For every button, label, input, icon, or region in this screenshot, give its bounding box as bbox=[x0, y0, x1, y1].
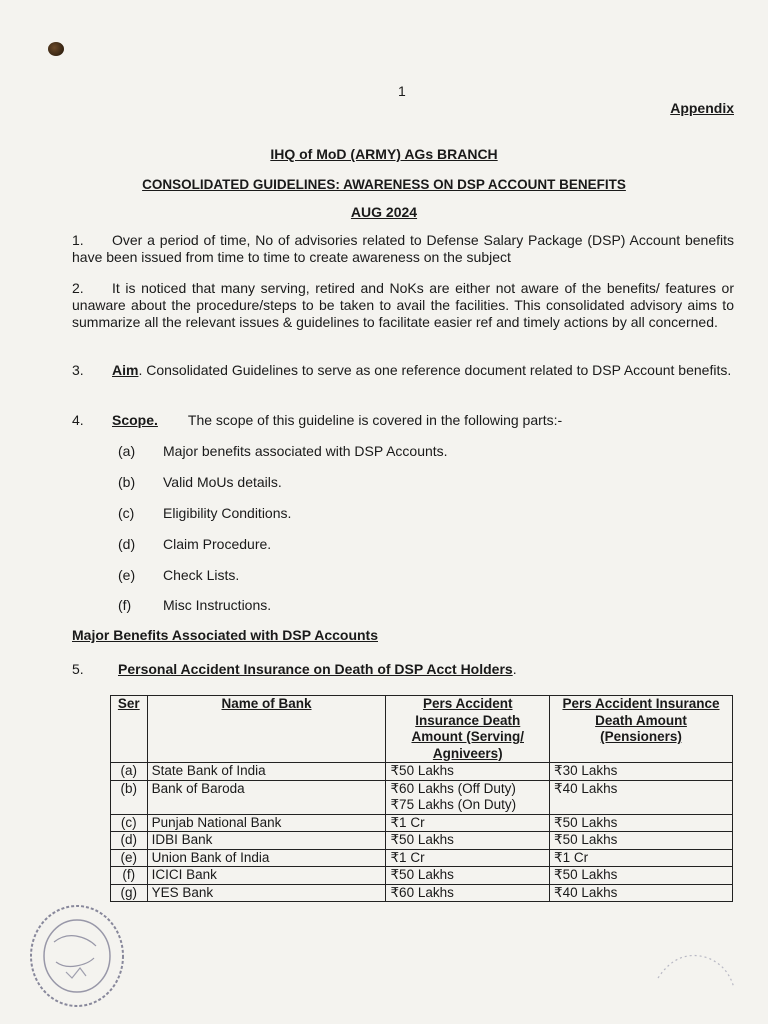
table-row bbox=[111, 849, 733, 867]
paragraph-number: 1. bbox=[72, 232, 84, 248]
cell-pensioners: ₹50 Lakhs bbox=[550, 867, 733, 885]
section-heading: Major Benefits Associated with DSP Accounts bbox=[72, 627, 378, 643]
cell-serving: ₹1 Cr bbox=[386, 849, 550, 867]
punch-hole bbox=[48, 42, 64, 56]
cell-ser: (d) bbox=[111, 832, 148, 850]
cell-bank: YES Bank bbox=[147, 884, 386, 902]
scope-item bbox=[118, 597, 271, 613]
cell-pensioners: ₹40 Lakhs bbox=[550, 780, 733, 814]
table-row bbox=[111, 814, 733, 832]
official-stamp-icon bbox=[26, 902, 128, 1010]
paragraph-text: Over a period of time, No of advisories related to Defense Salary Package (DSP) Account benefits have been issued from time to time to create awareness on the subject bbox=[72, 232, 734, 265]
paragraph-number: 4. bbox=[72, 412, 84, 428]
table-header-row bbox=[111, 696, 733, 763]
cell-serving bbox=[386, 780, 550, 814]
cell-pensioners: ₹1 Cr bbox=[550, 849, 733, 867]
table-row bbox=[111, 763, 733, 781]
cell-bank: Union Bank of India bbox=[147, 849, 386, 867]
paragraph-4-scope bbox=[72, 412, 734, 429]
paragraph-number: 5. bbox=[72, 661, 84, 677]
paragraph-text: It is noticed that many serving, retired and NoKs are either not aware of the benefits/ features or unaware about the procedure/steps to be taken to avail the facilities. This consolidated advisory aims to summarize all the relevant issues & guidelines to facilitate easier ref and timely actions by all concerned. bbox=[72, 280, 734, 330]
cell-ser: (a) bbox=[111, 763, 148, 781]
cell-bank: Punjab National Bank bbox=[147, 814, 386, 832]
scope-item-text: Misc Instructions. bbox=[163, 597, 272, 613]
table-row bbox=[111, 884, 733, 902]
cell-pensioners: ₹30 Lakhs bbox=[550, 763, 733, 781]
paragraph-5-title: Personal Accident Insurance on Death of DSP Acct Holders bbox=[118, 661, 513, 677]
faint-stamp-mark-icon bbox=[648, 928, 744, 1000]
header-ser: Ser bbox=[111, 696, 148, 763]
cell-serving-on-duty: ₹75 Lakhs (On Duty) bbox=[390, 797, 517, 812]
scope-item-label: (a) bbox=[118, 443, 136, 459]
scope-item bbox=[118, 536, 271, 552]
paragraph-2 bbox=[72, 280, 734, 331]
header-pensioners: Pers Accident Insurance Death Amount (Pensioners) bbox=[550, 696, 733, 763]
cell-ser: (c) bbox=[111, 814, 148, 832]
page-number: 1 bbox=[398, 83, 406, 99]
paragraph-text: The scope of this guideline is covered in the following parts:- bbox=[187, 412, 563, 428]
paragraph-number: 3. bbox=[72, 362, 84, 378]
scope-item-text: Valid MoUs details. bbox=[163, 474, 282, 490]
cell-bank: State Bank of India bbox=[147, 763, 386, 781]
cell-pensioners: ₹40 Lakhs bbox=[550, 884, 733, 902]
cell-serving: ₹60 Lakhs bbox=[386, 884, 550, 902]
cell-serving-off-duty: ₹60 Lakhs (Off Duty) bbox=[390, 780, 516, 796]
scope-item-label: (e) bbox=[118, 567, 136, 583]
header-bank: Name of Bank bbox=[147, 696, 386, 763]
cell-ser: (g) bbox=[111, 884, 148, 902]
cell-bank: ICICI Bank bbox=[147, 867, 386, 885]
header-serving: Pers Accident Insurance Death Amount (Serving/ Agniveers) bbox=[386, 696, 550, 763]
cell-ser: (f) bbox=[111, 867, 148, 885]
org-title: IHQ of MoD (ARMY) AGs BRANCH bbox=[270, 146, 498, 162]
paragraph-3-aim bbox=[72, 362, 734, 379]
scope-item bbox=[118, 567, 239, 583]
cell-pensioners: ₹50 Lakhs bbox=[550, 814, 733, 832]
cell-serving: ₹50 Lakhs bbox=[386, 832, 550, 850]
table-row bbox=[111, 867, 733, 885]
doc-title: CONSOLIDATED GUIDELINES: AWARENESS ON DSP ACCOUNT BENEFITS bbox=[142, 177, 626, 192]
cell-serving: ₹50 Lakhs bbox=[386, 763, 550, 781]
scope-item-label: (b) bbox=[118, 474, 136, 490]
aim-label: Aim bbox=[112, 362, 139, 378]
scope-item-text: Claim Procedure. bbox=[163, 536, 272, 552]
appendix-label: Appendix bbox=[670, 100, 734, 116]
scope-item bbox=[118, 474, 282, 490]
cell-serving: ₹50 Lakhs bbox=[386, 867, 550, 885]
doc-date: AUG 2024 bbox=[350, 204, 418, 220]
cell-ser: (e) bbox=[111, 849, 148, 867]
cell-pensioners: ₹50 Lakhs bbox=[550, 832, 733, 850]
cell-bank: Bank of Baroda bbox=[147, 780, 386, 814]
scope-label: Scope. bbox=[112, 412, 158, 428]
insurance-table bbox=[110, 695, 733, 902]
paragraph-text: . Consolidated Guidelines to serve as one reference document related to DSP Account benefits. bbox=[138, 362, 732, 378]
scope-item-text: Eligibility Conditions. bbox=[163, 505, 292, 521]
scope-item-text: Major benefits associated with DSP Accounts. bbox=[163, 443, 448, 459]
scope-item-label: (f) bbox=[118, 597, 132, 613]
paragraph-1 bbox=[72, 232, 734, 266]
paragraph-number: 2. bbox=[72, 280, 84, 296]
cell-bank: IDBI Bank bbox=[147, 832, 386, 850]
scope-item bbox=[118, 505, 291, 521]
paragraph-5-tail: . bbox=[512, 661, 517, 677]
scope-item-text: Check Lists. bbox=[163, 567, 240, 583]
table-row bbox=[111, 832, 733, 850]
scope-item bbox=[118, 443, 448, 459]
table-row bbox=[111, 780, 733, 814]
cell-ser: (b) bbox=[111, 780, 148, 814]
scope-item-label: (c) bbox=[118, 505, 135, 521]
paragraph-5 bbox=[72, 661, 517, 677]
cell-serving: ₹1 Cr bbox=[386, 814, 550, 832]
scope-item-label: (d) bbox=[118, 536, 136, 552]
